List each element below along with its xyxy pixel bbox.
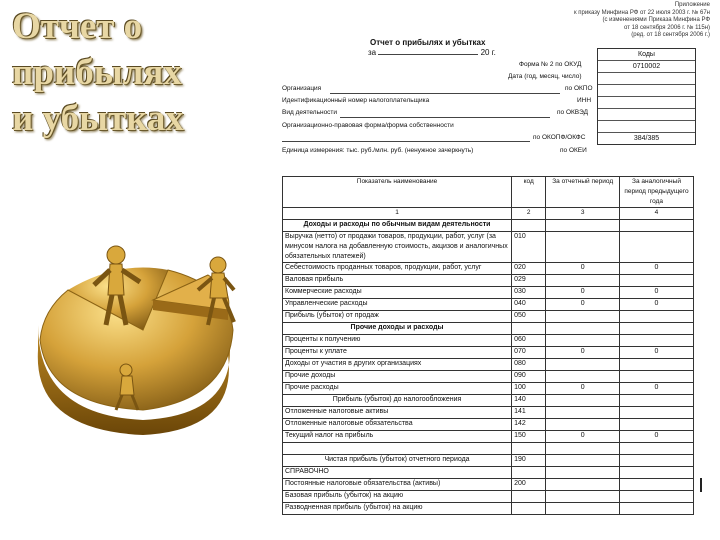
- cell-v1: [546, 371, 620, 383]
- col-header-code: код: [512, 177, 546, 208]
- cell-v1: 0: [546, 347, 620, 359]
- cell-code: [512, 491, 546, 503]
- label-okei: по ОКЕИ: [560, 147, 587, 154]
- cell-v2: [619, 323, 693, 335]
- cell-code: [512, 503, 546, 515]
- cell-ind: Прочие доходы: [283, 371, 512, 383]
- code-okopf: [598, 120, 695, 132]
- code-date: [598, 72, 695, 84]
- cell-v2: [619, 479, 693, 491]
- cell-v1: 0: [546, 263, 620, 275]
- col-num: 3: [546, 208, 620, 220]
- cell-ind: [283, 443, 512, 455]
- cell-ind: Проценты к уплате: [283, 347, 512, 359]
- table-row: [283, 232, 694, 263]
- codes-header: Коды: [638, 51, 655, 58]
- cell-v1: 0: [546, 431, 620, 443]
- cell-code: 070: [512, 347, 546, 359]
- cell-v1: [546, 232, 620, 263]
- cell-v2: [619, 503, 693, 515]
- code-okud: 0710002: [598, 60, 695, 72]
- cell-ind: Доходы от участия в других организациях: [283, 359, 512, 371]
- table-row: [283, 491, 694, 503]
- table-row: [283, 431, 694, 443]
- cell-ind: Прочие расходы: [283, 383, 512, 395]
- cell-v2: [619, 443, 693, 455]
- cell-v1: [546, 407, 620, 419]
- cell-v2: [619, 491, 693, 503]
- period-for: за: [368, 48, 377, 57]
- table-row: [283, 443, 694, 455]
- cell-ind: Проценты к получению: [283, 335, 512, 347]
- table-row: [283, 299, 694, 311]
- cell-ind: Отложенные налоговые обязательства: [283, 419, 512, 431]
- cell-code: 200: [512, 479, 546, 491]
- table-row: [283, 275, 694, 287]
- cell-v1: [546, 311, 620, 323]
- title-line-1: Отчет о: [12, 6, 143, 47]
- cell-v1: [546, 503, 620, 515]
- cell-ind: Базовая прибыль (убыток) на акцию: [283, 491, 512, 503]
- table-row: [283, 323, 694, 335]
- cell-ind: Себестоимость проданных товаров, продукции, работ, услуг: [283, 263, 512, 275]
- cell-v2: [619, 275, 693, 287]
- col-header-current: За отчетный период: [546, 177, 620, 208]
- cell-v2: [619, 455, 693, 467]
- cell-v2: [619, 311, 693, 323]
- cell-ind: Постоянные налоговые обязательства (активы): [283, 479, 512, 491]
- cell-v2: [619, 419, 693, 431]
- table-row: [283, 263, 694, 275]
- cell-v1: 0: [546, 383, 620, 395]
- period-year: 20: [480, 48, 490, 57]
- cell-code: 080: [512, 359, 546, 371]
- cell-v1: [546, 479, 620, 491]
- cell-v1: [546, 335, 620, 347]
- appendix-note: [560, 2, 710, 40]
- table-row: [283, 395, 694, 407]
- cell-code: 090: [512, 371, 546, 383]
- table-row: [283, 383, 694, 395]
- cell-ind: Текущий налог на прибыль: [283, 431, 512, 443]
- cell-code: [512, 467, 546, 479]
- cell-v1: [546, 359, 620, 371]
- cell-code: 030: [512, 287, 546, 299]
- label-legal-form: Организационно-правовая форма/форма собственности: [282, 122, 454, 129]
- table-row: [283, 419, 694, 431]
- cell-code: 010: [512, 232, 546, 263]
- cell-v2: 0: [619, 263, 693, 275]
- cell-ind: СПРАВОЧНО: [283, 467, 512, 479]
- cell-code: 140: [512, 395, 546, 407]
- table-row: [283, 467, 694, 479]
- cell-v2: 0: [619, 431, 693, 443]
- form-period: [368, 48, 496, 57]
- cell-v2: [619, 467, 693, 479]
- label-unit: Единица измерения: тыс. руб./млн. руб. (ненужное зачеркнуть): [282, 147, 474, 154]
- table-row: [283, 287, 694, 299]
- cell-v2: [619, 395, 693, 407]
- label-inn: ИНН: [577, 97, 592, 104]
- cell-code: 020: [512, 263, 546, 275]
- col-num: 2: [512, 208, 546, 220]
- table-row: [283, 335, 694, 347]
- code-inn: [598, 96, 695, 108]
- cell-v1: [546, 443, 620, 455]
- note-line: к приказу Минфина РФ от 22 июля 2003 г. № 67н: [573, 9, 710, 16]
- cell-code: [512, 443, 546, 455]
- cell-v2: [619, 220, 693, 232]
- code-okpo: [598, 84, 695, 96]
- note-line: Приложение: [674, 2, 710, 8]
- cell-code: [512, 323, 546, 335]
- cell-ind: Отложенные налоговые активы: [283, 407, 512, 419]
- cell-code: 100: [512, 383, 546, 395]
- cell-v1: [546, 455, 620, 467]
- table-row: [283, 503, 694, 515]
- cell-v1: [546, 395, 620, 407]
- cell-ind: Валовая прибыль: [283, 275, 512, 287]
- cell-v2: 0: [619, 383, 693, 395]
- cell-code: [512, 220, 546, 232]
- label-okved: по ОКВЭД: [557, 109, 588, 116]
- table-row: [283, 220, 694, 232]
- cell-code: 050: [512, 311, 546, 323]
- note-line: от 18 сентября 2006 г. № 115н): [623, 24, 710, 31]
- cell-v2: [619, 359, 693, 371]
- table-row: [283, 347, 694, 359]
- label-organization: Организация: [282, 85, 322, 92]
- label-okud: Форма № 2 по ОКУД: [519, 61, 582, 68]
- cell-v1: 0: [546, 287, 620, 299]
- table-row: [283, 407, 694, 419]
- cell-v2: 0: [619, 299, 693, 311]
- cell-code: 150: [512, 431, 546, 443]
- cell-code: 060: [512, 335, 546, 347]
- cell-v1: [546, 419, 620, 431]
- table-row: [283, 479, 694, 491]
- cell-code: 141: [512, 407, 546, 419]
- cell-ind: Прибыль (убыток) до налогообложения: [283, 395, 512, 407]
- cell-ind: Коммерческие расходы: [283, 287, 512, 299]
- cell-ind: Чистая прибыль (убыток) отчетного периода: [283, 455, 512, 467]
- cell-ind: Управленческие расходы: [283, 299, 512, 311]
- cell-code: 190: [512, 455, 546, 467]
- cell-v1: [546, 491, 620, 503]
- cell-v1: [546, 467, 620, 479]
- label-date: Дата (год, месяц, число): [508, 73, 582, 80]
- cell-v2: [619, 335, 693, 347]
- cell-v2: [619, 407, 693, 419]
- code-okved: [598, 108, 695, 120]
- label-taxpayer-id: Идентификационный номер налогоплательщика: [282, 97, 430, 104]
- cell-ind: Прочие доходы и расходы: [283, 323, 512, 335]
- note-line: (ред. от 18 сентября 2006 г.): [631, 32, 710, 38]
- cell-v1: [546, 323, 620, 335]
- period-g: г.: [491, 48, 496, 57]
- cell-code: 029: [512, 275, 546, 287]
- cell-v1: 0: [546, 299, 620, 311]
- cell-ind: Прибыль (убыток) от продаж: [283, 311, 512, 323]
- col-header-previous: За аналогичный период предыдущего года: [619, 177, 693, 208]
- label-okpo: по ОКПО: [565, 85, 593, 92]
- cell-code: 142: [512, 419, 546, 431]
- cursor-bar: [700, 478, 702, 492]
- note-line: (с изменениями Приказа Минфина РФ: [602, 17, 710, 23]
- golden-pie-illustration: [28, 230, 258, 440]
- table-row: [283, 455, 694, 467]
- title-line-3: и убытках: [12, 98, 184, 139]
- cell-v2: [619, 371, 693, 383]
- code-okei: 384/385: [598, 132, 695, 144]
- slide-title: [12, 4, 262, 142]
- col-num: 4: [619, 208, 693, 220]
- cell-v2: [619, 232, 693, 263]
- cell-ind: Разводненная прибыль (убыток) на акцию: [283, 503, 512, 515]
- form-title: Отчет о прибылях и убытках: [370, 38, 486, 47]
- col-header-indicator: Показатель наименование: [283, 177, 512, 208]
- label-activity: Вид деятельности: [282, 109, 338, 116]
- table-row: [283, 359, 694, 371]
- cell-v2: 0: [619, 347, 693, 359]
- label-okopf: по ОКОПФ/ОКФС: [533, 134, 586, 141]
- cell-code: 040: [512, 299, 546, 311]
- cell-v2: 0: [619, 287, 693, 299]
- cell-ind: Доходы и расходы по обычным видам деятельности: [283, 220, 512, 232]
- cell-v1: [546, 275, 620, 287]
- income-statement-table: [282, 176, 694, 515]
- table-row: [283, 371, 694, 383]
- table-row: [283, 311, 694, 323]
- cell-ind: Выручка (нетто) от продажи товаров, продукции, работ, услуг (за минусом налога на добавленную стоимость, акцизов и аналогичных обязательных платежей): [283, 232, 512, 263]
- cell-v1: [546, 220, 620, 232]
- col-num: 1: [283, 208, 512, 220]
- title-line-2: прибылях: [12, 52, 182, 93]
- codes-box: [597, 48, 696, 145]
